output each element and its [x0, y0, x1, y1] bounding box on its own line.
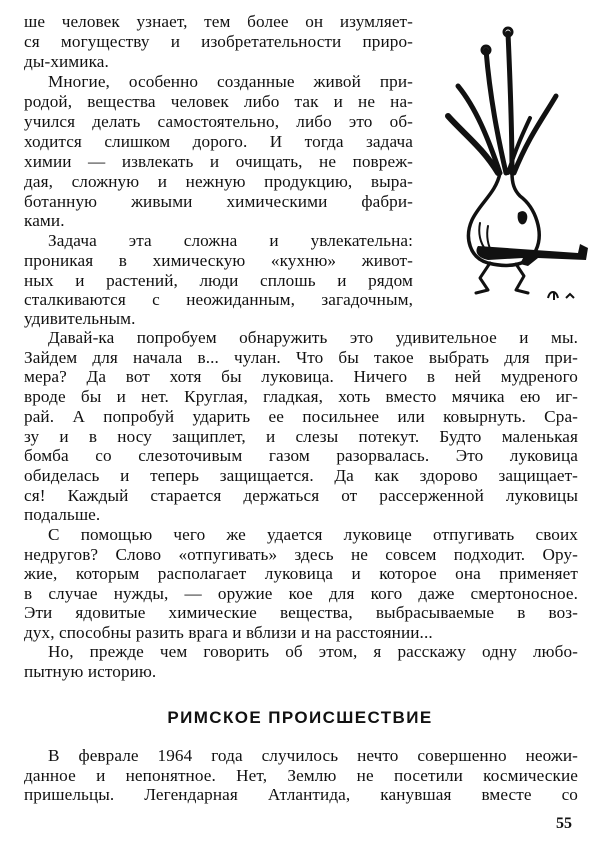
- text-line: химии — извлекать и очищать, не повреж-: [24, 152, 413, 171]
- text-line: дая, сложную и нежную продукцию, выра-: [24, 172, 413, 191]
- text-line: обиделась и теперь защищается. Да как здорово защищает-: [24, 466, 578, 485]
- text-line: родой, вещества человек либо так и не на-: [24, 92, 413, 111]
- text-line: Давай-ка попробуем обнаружить это удивительное и мы.: [48, 328, 578, 347]
- text-line: мера? Да вот хотя бы луковица. Ничего в ней мудреного: [24, 367, 578, 386]
- text-line: ся! Каждый старается держаться от рассерженной луковицы: [24, 486, 578, 505]
- text-line: ками.: [24, 211, 65, 230]
- text-line: ботанную живыми химическими фабри-: [24, 192, 413, 211]
- text-line: бомба со слезоточивым газом разорвалась. Это луковица: [24, 446, 578, 465]
- text-line: ды-химика.: [24, 52, 109, 71]
- text-line: рай. А попробуй ударить ее посильнее или ковырнуть. Сра-: [24, 407, 578, 426]
- text-line: данное и непонятное. Нет, Землю не посетили космические: [24, 766, 578, 785]
- text-line: проникая в химическую «кухню» живот-: [24, 251, 413, 270]
- text-line: ся могуществу и изобретательности приро-: [24, 32, 413, 51]
- onion-soldier-illustration: [428, 8, 598, 308]
- text-line: В феврале 1964 года случилось нечто совершенно неожи-: [48, 746, 578, 765]
- text-line: ше человек узнает, тем более он изумляет-: [24, 12, 413, 31]
- text-line: удивительным.: [24, 309, 136, 328]
- text-line: Многие, особенно созданные живой при-: [48, 72, 413, 91]
- text-line: учился делать самостоятельно, либо это об-: [24, 112, 413, 131]
- text-line: Зайдем для начала в... чулан. Что бы такое выбрать для при-: [24, 348, 578, 367]
- text-line: жие, которым располагает луковица и которое она применяет: [24, 564, 578, 583]
- text-line: Задача эта сложна и увлекательна:: [48, 231, 413, 250]
- text-line: дух, способны разить врага и вблизи и на расстоянии...: [24, 623, 433, 642]
- text-line: С помощью чего же удается луковице отпугивать своих: [48, 525, 578, 544]
- text-line: ходится слишком дорого. И тогда задача: [24, 132, 413, 151]
- text-line: зу и в носу защиплет, и слезы потекут. Будто маленькая: [24, 427, 578, 446]
- text-line: подальше.: [24, 505, 101, 524]
- text-line: Эти ядовитые химические вещества, выбрасываемые в воз-: [24, 603, 578, 622]
- text-line: недругов? Слово «отпугивать» здесь не совсем подходит. Ору-: [24, 545, 578, 564]
- text-line: ных и растений, люди сплошь и рядом: [24, 271, 413, 290]
- text-line: вроде бы и нет. Круглая, гладкая, хоть вместо мячика ею иг-: [24, 387, 578, 406]
- section-heading: РИМСКОЕ ПРОИСШЕСТВИЕ: [167, 708, 433, 727]
- text-line: в случае нужды, — оружие кое для кого даже смертоносное.: [24, 584, 578, 603]
- page-number: 55: [556, 815, 572, 832]
- text-line: сталкиваются с неожиданным, загадочным,: [24, 290, 413, 309]
- text-line: пытную историю.: [24, 662, 157, 681]
- text-line: Но, прежде чем говорить об этом, я расскажу одну любо-: [48, 642, 578, 661]
- text-line: пришельцы. Легендарная Атлантида, канувшая вместе со: [24, 785, 578, 804]
